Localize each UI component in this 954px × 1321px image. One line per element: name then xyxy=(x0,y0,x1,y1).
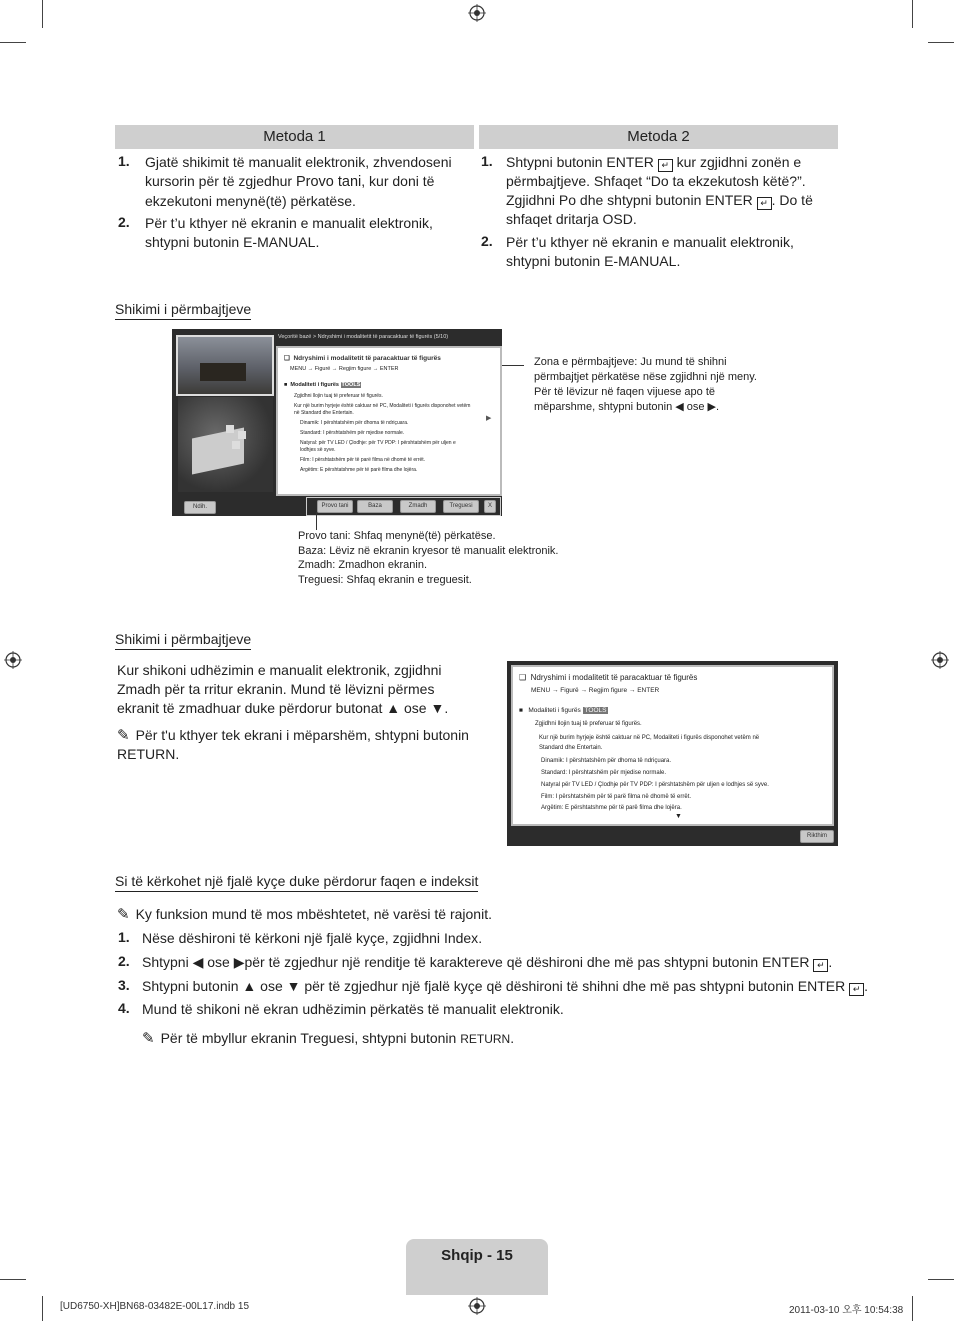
content-bullet: Dinamik: I përshtatshëm për dhoma të ndriçuara. xyxy=(300,420,409,426)
index-step3: Shtypni butonin ▲ ose ▼ për të zgjedhur një fjalë kyçe që dëshironi të shihni dhe më pas shtypni butonin ENTER ↵ . xyxy=(142,978,869,994)
list-number: 2. xyxy=(118,953,130,969)
method1-header: Metoda 1 xyxy=(115,125,474,149)
registration-mark-icon xyxy=(931,651,949,669)
print-timestamp: 2011-03-10 오후 10:54:38 xyxy=(789,1305,904,1316)
index-step2: Shtypni ◀ ose ▶për të zgjedhur një renditje të karaktereve që dëshironi dhe më pas shtypni butonin ENTER ↵ . xyxy=(142,954,833,970)
content-bullet: Natyral për TV LED / Çlodhje për TV PDP: I përshtatshëm për uljen e lodhjes së syve. xyxy=(541,782,769,788)
close-button[interactable]: X xyxy=(484,500,496,513)
index-button[interactable]: Treguesi xyxy=(443,500,479,513)
emanual-screen xyxy=(172,329,502,516)
button-legend: Provo tani: Shfaq menynë(të) përkatëse. Baza: Lëviz në ekranin kryesor të manualit elektronik. Zmadh: Zmadhon ekranin. Treguesi: Shfaq ekranin e treguesit. xyxy=(298,530,559,586)
index-step1: Nëse dëshironi të kërkoni një fjalë kyçe, zgjidhni Index. xyxy=(142,930,483,946)
close-index-note: ✎ Për të mbyllur ekranin Treguesi, shtypni butonin RETURN. xyxy=(142,1030,515,1047)
crop-mark xyxy=(912,1296,913,1321)
section-title: Si të kërkohet një fjalë kyçe duke përdorur faqen e indeksit xyxy=(115,873,478,892)
content-heading: ❑ Ndryshimi i modalitetit të paracaktuar të figurës xyxy=(284,355,441,362)
section-title: Shikimi i përmbajtjeve xyxy=(115,631,251,650)
return-button[interactable]: Rikthim xyxy=(800,830,834,843)
zoom-button[interactable]: Zmadh xyxy=(400,500,436,513)
registration-mark-icon xyxy=(4,651,22,669)
tile xyxy=(238,431,246,439)
enter-icon: ↵ xyxy=(813,959,828,972)
tile xyxy=(232,441,240,449)
tv-panel xyxy=(192,427,244,474)
method1-step2: Për t’u kthyer në ekranin e manualit elektronik, shtypni butonin E-MANUAL. xyxy=(145,215,433,250)
callout-line xyxy=(502,365,524,366)
crop-mark xyxy=(928,1279,954,1280)
index-step4: Mund të shikoni në ekran udhëzimin përkatës të manualit elektronik. xyxy=(142,1001,564,1017)
menu-path: MENU → Figurë → Regjim figure → ENTER xyxy=(531,687,660,694)
tile xyxy=(226,425,234,433)
list-number: 4. xyxy=(118,1000,130,1016)
method2-step1: Shtypni butonin ENTER ↵ kur zgjidhni zonën e përmbajtjeve. Shfaqet “Do ta ekzekutosh këtë?”. Zgjidhni Po dhe shtypni butonin ENTER ↵ . Do të shfaqet dritarja OSD. xyxy=(506,154,813,227)
content-bullet: Film: I përshtatshëm për të parë filma në dhomë të errët. xyxy=(541,794,692,800)
zoomed-screen xyxy=(507,661,838,846)
crop-mark xyxy=(42,0,43,28)
page-number-tab xyxy=(406,1239,548,1295)
enter-icon: ↵ xyxy=(658,159,673,172)
scroll-down-icon[interactable]: ▼ xyxy=(675,813,682,820)
crop-mark xyxy=(42,1296,43,1321)
crop-mark xyxy=(0,42,26,43)
list-number: 2. xyxy=(481,233,493,249)
list-number: 2. xyxy=(118,214,130,230)
content-area[interactable] xyxy=(276,346,502,496)
content-bullet: Natyral: për TV LED / Çlodhje: për TV PDP: I përshtatshëm për uljen e lodhjes së syve. xyxy=(300,440,456,453)
method2-step2: Për t’u kthyer në ekranin e manualit elektronik, shtypni butonin E-MANUAL. xyxy=(506,234,794,269)
return-note: ✎ Për t'u kthyer tek ekrani i mëparshëm, shtypni butonin RETURN. xyxy=(117,727,469,762)
section-title: Shikimi i përmbajtjeve xyxy=(115,301,251,320)
zoomed-content-area[interactable] xyxy=(511,665,834,826)
breadcrumb: Veçoritë bazë > Ndryshimi i modalitetit të paracaktuar të figurës (5/10) xyxy=(278,334,449,340)
barn-shape xyxy=(200,363,246,381)
note-pencil-icon: ✎ xyxy=(142,1030,155,1047)
content-note: Kur një burim hyrjeje është caktuar në PC, Modaliteti i figurës disponohet vetëm në Standard dhe Entertain. xyxy=(294,403,471,416)
note-pencil-icon: ✎ xyxy=(117,906,130,923)
list-number: 3. xyxy=(118,977,130,993)
menu-path: MENU → Figurë → Regjim figure → ENTER xyxy=(290,366,399,372)
mode-heading: ■ Modaliteti i figurës TOOLS xyxy=(284,382,361,388)
content-line: Zgjidhni llojin tuaj të preferuar të figurës. xyxy=(535,721,642,727)
content-bullet: Standard: I përshtatshëm për mjedise normale. xyxy=(541,770,667,776)
note-pencil-icon: ✎ xyxy=(117,727,130,744)
list-number: 1. xyxy=(118,929,130,945)
registration-mark-icon xyxy=(468,4,486,22)
page-label: Shqip - 15 xyxy=(441,1247,513,1264)
content-bullet: Film: I përshtatshëm për të parë filma në dhomë të errët. xyxy=(300,457,426,463)
content-area-callout: Zona e përmbajtjeve: Ju mund të shihni përmbajtjet përkatëse nëse zgjidhni një meny. Për të lëvizur në faqen vijuese apo të mëparshme, shtypni butonin ◀ ose ▶. xyxy=(534,356,757,413)
content-bullet: Argëtim: E përshtatshme për të parë filma dhe lojëra. xyxy=(300,467,418,473)
method1-step1: Gjatë shikimit të manualit elektronik, zhvendoseni kursorin për të zgjedhur Provo tani, kur doni të ekzekutoni menynë(të) përkatëse. xyxy=(145,154,452,209)
content-bullet: Standard: I përshtatshëm për mjedise normale. xyxy=(300,430,405,436)
crop-mark xyxy=(0,1279,26,1280)
home-button[interactable]: Baza xyxy=(357,500,393,513)
enter-icon: ↵ xyxy=(757,197,772,210)
list-number: 1. xyxy=(481,153,493,169)
preview-image xyxy=(176,335,274,396)
content-bullet: Argëtim: E përshtatshme për të parë filma dhe lojëra. xyxy=(541,805,682,811)
zoom-paragraph: Kur shikoni udhëzimin e manualit elektronik, zgjidhni Zmadh për ta rritur ekranin. Mund të lëvizni përmes ekranit të zmadhuar duke përdorur butonat ▲ ose ▼. xyxy=(117,662,449,716)
list-number: 1. xyxy=(118,153,130,169)
crop-mark xyxy=(928,42,954,43)
help-button[interactable]: Ndih. xyxy=(184,501,216,514)
tv-illustration xyxy=(178,397,273,492)
region-note: ✎ Ky funksion mund të mos mbështetet, në varësi të rajonit. xyxy=(117,906,492,923)
file-info: [UD6750-XH]BN68-03482E-00L17.indb 15 xyxy=(60,1301,250,1312)
content-note: Standard dhe Entertain. xyxy=(539,745,603,751)
enter-icon: ↵ xyxy=(849,983,864,996)
mode-heading: ■ Modaliteti i figurës TOOLS xyxy=(519,707,607,714)
method2-header: Metoda 2 xyxy=(479,125,838,149)
content-line: Zgjidhni llojin tuaj të preferuar të figurës. xyxy=(294,393,383,399)
content-note: Kur një burim hyrjeje është caktuar në PC, Modaliteti i figurës disponohet vetëm në xyxy=(539,735,760,741)
callout-line xyxy=(316,512,317,530)
crop-mark xyxy=(912,0,913,28)
content-heading: ❑ Ndryshimi i modalitetit të paracaktuar të figurës xyxy=(519,673,698,682)
next-page-arrow-icon[interactable]: ▶ xyxy=(486,415,492,422)
registration-mark-icon xyxy=(468,1297,486,1315)
content-bullet: Dinamik: I përshtatshëm për dhoma të ndriçuara. xyxy=(541,758,672,764)
try-now-button[interactable]: Provo tani xyxy=(317,500,353,513)
